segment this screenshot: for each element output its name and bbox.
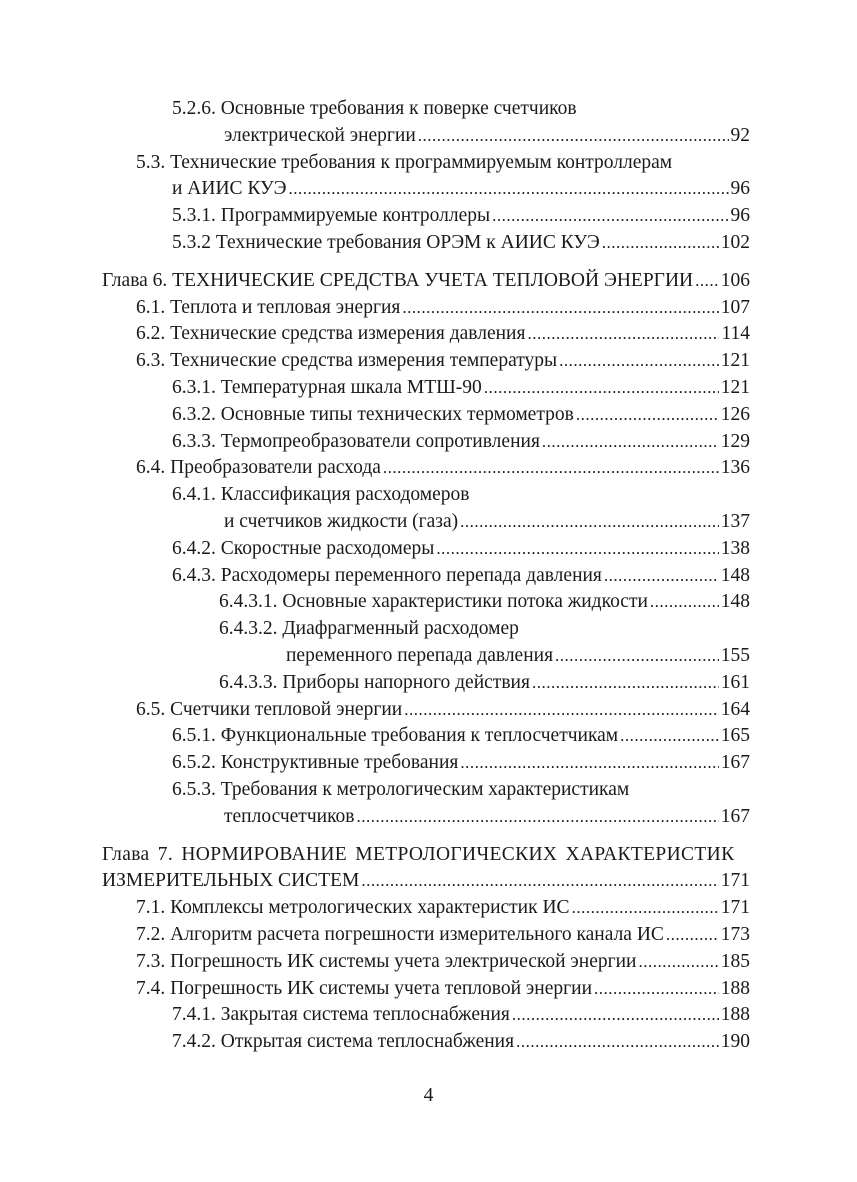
toc-entry-title: 7.4.1. Закрытая система теплоснабжения [172, 1004, 510, 1026]
toc-entry-title: 6.4.3. Расходомеры переменного перепада давления [172, 564, 602, 586]
toc-page-number: 188 [720, 977, 750, 999]
toc-entry [102, 203, 750, 230]
toc-page-number: 148 [720, 564, 750, 586]
toc-page-number: 165 [720, 725, 750, 747]
toc-entry-title: 6.4.3.3. Приборы напорного действия [219, 671, 530, 693]
toc-entry-title: 6.4.3.1. Основные характеристики потока жидкости [219, 591, 648, 613]
toc-entry-title: 6.5.2. Конструктивные требования [172, 752, 459, 774]
dot-leader [436, 536, 718, 563]
dot-leader [460, 509, 719, 536]
dot-leader [620, 723, 719, 750]
toc-entry [102, 563, 750, 590]
toc-page-number: 161 [720, 671, 750, 693]
toc-page-number: 188 [720, 1004, 750, 1026]
toc-entry [102, 697, 750, 724]
toc-page-number: 138 [720, 537, 750, 559]
toc-entry-continuation: и АИИС КУЭ [172, 178, 287, 200]
toc-entry [102, 895, 750, 922]
toc-entry [102, 230, 750, 257]
page-number: 4 [423, 1085, 434, 1106]
toc-entry [102, 482, 750, 536]
toc-entry [102, 96, 750, 150]
dot-leader [460, 750, 718, 777]
toc-page-number: 107 [720, 296, 750, 318]
dot-leader [555, 643, 719, 670]
dot-leader [512, 1002, 719, 1029]
toc-entry-title: Глава 7. НОРМИРОВАНИЕ МЕТРОЛОГИЧЕСКИХ ХАРАКТЕРИСТИК [102, 843, 735, 865]
toc-page-number: 96 [730, 205, 750, 227]
toc-page-number: 167 [720, 752, 750, 774]
toc-page-number: 190 [720, 1031, 750, 1053]
dot-leader [572, 895, 719, 922]
dot-leader [602, 230, 719, 257]
toc-entry [102, 750, 750, 777]
toc-entry-title: Глава 6. ТЕХНИЧЕСКИЕ СРЕДСТВА УЧЕТА ТЕПЛОВОЙ ЭНЕРГИИ [102, 269, 694, 291]
toc-entry-title: 6.4.3.2. Диафрагменный расходомер [219, 618, 519, 640]
dot-leader [532, 670, 719, 697]
toc-entry-continuation: ИЗМЕРИТЕЛЬНЫХ СИСТЕМ [102, 870, 360, 892]
toc-page-number: 121 [720, 350, 750, 372]
toc-entry-continuation: электрической энергии [224, 124, 416, 146]
toc-chapter-entry [102, 268, 750, 295]
toc-chapter-entry [102, 842, 750, 896]
dot-leader [604, 563, 719, 590]
toc-entry-title: 5.3.1. Программируемые контроллеры [172, 205, 491, 227]
toc-entry-continuation: и счетчиков жидкости (газа) [224, 510, 459, 532]
toc-page-number: 171 [720, 897, 750, 919]
dot-leader [404, 697, 719, 724]
toc-entry [102, 295, 750, 322]
dot-leader [639, 949, 719, 976]
toc-page-number: 155 [720, 644, 750, 666]
table-of-contents [102, 96, 750, 1056]
toc-entry-title: 6.5.3. Требования к метрологическим характеристикам [172, 778, 630, 800]
toc-entry [102, 402, 750, 429]
toc-entry-title: 7.2. Алгоритм расчета погрешности измерительного канала ИС [136, 923, 664, 945]
toc-entry [102, 150, 750, 204]
toc-entry-title: 6.4.2. Скоростные расходомеры [172, 537, 435, 559]
toc-page-number: 171 [720, 870, 750, 892]
toc-entry [102, 536, 750, 563]
toc-page-number: 129 [720, 430, 750, 452]
toc-page-number: 96 [730, 178, 750, 200]
toc-page-number: 114 [721, 323, 750, 345]
toc-page-number: 102 [720, 231, 750, 253]
toc-entry [102, 455, 750, 482]
toc-entry-title: 7.1. Комплексы метрологических характеристик ИС [136, 897, 570, 919]
toc-entry-title: 6.3.2. Основные типы технических термометров [172, 403, 574, 425]
toc-page-number: 185 [720, 950, 750, 972]
dot-leader [516, 1029, 719, 1056]
toc-page-number: 106 [720, 269, 750, 291]
dot-leader [527, 321, 719, 348]
toc-entry-title: 7.4. Погрешность ИК системы учета тепловой энергии [136, 977, 593, 999]
toc-entry [102, 922, 750, 949]
dot-leader [576, 402, 719, 429]
toc-page-number: 121 [720, 376, 750, 398]
dot-leader [695, 268, 719, 295]
toc-page-number: 136 [720, 457, 750, 479]
toc-entry [102, 589, 750, 616]
toc-entry-title: 5.2.6. Основные требования к поверке счетчиков [172, 98, 577, 119]
dot-leader [383, 455, 719, 482]
toc-page-number: 126 [720, 403, 750, 425]
dot-leader [361, 868, 718, 895]
dot-leader [402, 295, 718, 322]
toc-entry [102, 348, 750, 375]
toc-entry-title: 6.3.1. Температурная шкала МТШ-90 [172, 376, 482, 398]
toc-entry [102, 723, 750, 750]
toc-entry-title: 6.5.1. Функциональные требования к теплосчетчикам [172, 725, 619, 747]
toc-entry-title: 7.3. Погрешность ИК системы учета электрической энергии [136, 950, 637, 972]
toc-page-number: 167 [720, 805, 750, 827]
toc-entry-title: 6.3.3. Термопреобразователи сопротивления [172, 430, 540, 452]
toc-entry [102, 321, 750, 348]
toc-entry-title: 7.4.2. Открытая система теплоснабжения [172, 1031, 515, 1053]
dot-leader [666, 922, 719, 949]
dot-leader [594, 976, 719, 1003]
toc-page-number: 173 [720, 923, 750, 945]
toc-page-number: 92 [730, 124, 750, 146]
toc-entry [102, 1029, 750, 1056]
dot-leader [542, 429, 719, 456]
toc-entry-title: 6.4.1. Классификация расходомеров [172, 484, 470, 506]
toc-entry-continuation: теплосчетчиков [224, 805, 355, 827]
dot-leader [484, 375, 719, 402]
toc-entry [102, 777, 750, 831]
dot-leader [559, 348, 719, 375]
dot-leader [492, 203, 728, 230]
toc-entry-title: 5.3. Технические требования к программируемым контроллерам [136, 151, 673, 173]
dot-leader [418, 123, 729, 150]
toc-entry [102, 429, 750, 456]
toc-page-number: 164 [720, 698, 750, 720]
toc-entry [102, 949, 750, 976]
toc-entry [102, 976, 750, 1003]
toc-entry-title: 5.3.2 Технические требования ОРЭМ к АИИС КУЭ [172, 231, 600, 253]
toc-entry-title: 6.2. Технические средства измерения давления [136, 323, 526, 345]
toc-entry [102, 375, 750, 402]
toc-entry-title: 6.4. Преобразователи расхода [136, 457, 381, 479]
toc-entry-continuation: переменного перепада давления [286, 644, 554, 666]
dot-leader [357, 804, 719, 831]
toc-entry [102, 670, 750, 697]
toc-entry-title: 6.5. Счетчики тепловой энергии [136, 698, 403, 720]
dot-leader [650, 589, 719, 616]
toc-entry-title: 6.3. Технические средства измерения температуры [136, 350, 558, 372]
toc-entry-title: 6.1. Теплота и тепловая энергия [136, 296, 401, 318]
toc-entry [102, 1002, 750, 1029]
toc-entry [102, 616, 750, 670]
toc-page-number: 137 [720, 510, 750, 532]
dot-leader [288, 176, 728, 203]
toc-page-number: 148 [720, 591, 750, 613]
